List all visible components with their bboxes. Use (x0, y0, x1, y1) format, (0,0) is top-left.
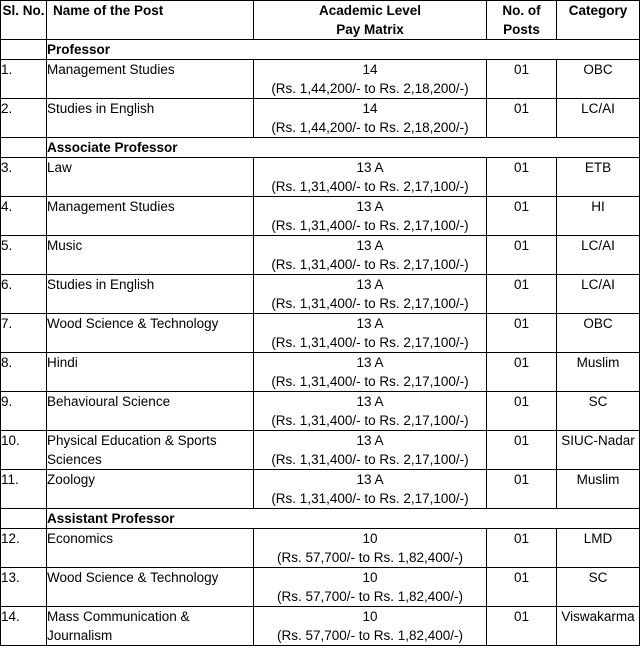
no-of-posts-cell: 01 (487, 314, 557, 353)
no-of-posts-cell: 01 (487, 158, 557, 197)
post-name-cell: Management Studies (47, 197, 254, 236)
sl-no-cell: 4. (1, 197, 47, 236)
category-cell: Muslim (557, 353, 640, 392)
academic-level: 13 A (356, 160, 384, 175)
category-cell: LC/AI (557, 99, 640, 138)
table-row (1, 353, 640, 392)
no-of-posts-cell: 01 (487, 529, 557, 568)
no-of-posts-cell: 01 (487, 607, 557, 646)
post-name-cell: Management Studies (47, 60, 254, 99)
no-of-posts-cell: 01 (487, 568, 557, 607)
no-of-posts-cell: 01 (487, 60, 557, 99)
pay-matrix-cell (254, 392, 487, 431)
post-name-cell: Physical Education & Sports Sciences (47, 431, 254, 470)
table-row (1, 275, 640, 314)
category-cell: LC/AI (557, 236, 640, 275)
table-row (1, 99, 640, 138)
section-row (1, 138, 640, 158)
pay-range: (Rs. 1,31,400/- to Rs. 2,17,100/-) (271, 179, 469, 194)
table-row (1, 470, 640, 509)
table-row (1, 431, 640, 470)
category-cell: SIUC-Nadar (557, 431, 640, 470)
pay-matrix-cell (254, 275, 487, 314)
sl-no-cell: 13. (1, 568, 47, 607)
table-row (1, 392, 640, 431)
section-blank-cell (1, 509, 47, 529)
sl-no-cell: 7. (1, 314, 47, 353)
pay-range: (Rs. 1,31,400/- to Rs. 2,17,100/-) (271, 335, 469, 350)
academic-level: 13 A (356, 472, 384, 487)
header-pay-line2: Pay Matrix (336, 22, 404, 37)
category-cell: OBC (557, 314, 640, 353)
category-cell: Viswakarma (557, 607, 640, 646)
sl-no-cell: 6. (1, 275, 47, 314)
pay-range: (Rs. 1,31,400/- to Rs. 2,17,100/-) (271, 296, 469, 311)
pay-range: (Rs. 57,700/- to Rs. 1,82,400/-) (276, 628, 464, 643)
table-row (1, 60, 640, 99)
header-pay-line1: Academic Level (318, 3, 422, 18)
table-row (1, 158, 640, 197)
sl-no-cell: 3. (1, 158, 47, 197)
pay-matrix-cell (254, 470, 487, 509)
academic-level: 13 A (356, 433, 384, 448)
table-row (1, 529, 640, 568)
header-row (1, 1, 640, 40)
category-cell: HI (557, 197, 640, 236)
pay-range: (Rs. 1,31,400/- to Rs. 2,17,100/-) (271, 452, 469, 467)
post-name-cell: Music (47, 236, 254, 275)
pay-matrix-cell (254, 60, 487, 99)
sl-no-cell: 12. (1, 529, 47, 568)
pay-range: (Rs. 1,31,400/- to Rs. 2,17,100/-) (271, 374, 469, 389)
table-row (1, 197, 640, 236)
pay-range: (Rs. 1,31,400/- to Rs. 2,17,100/-) (271, 257, 469, 272)
sl-no-cell: 8. (1, 353, 47, 392)
post-name-cell: Mass Communication & Journalism (47, 607, 254, 646)
post-name-cell: Wood Science & Technology (47, 568, 254, 607)
post-name-cell: Studies in English (47, 99, 254, 138)
pay-matrix-cell (254, 431, 487, 470)
sl-no-cell: 1. (1, 60, 47, 99)
header-sl-no: Sl. No. (1, 1, 47, 40)
post-name-cell: Law (47, 158, 254, 197)
pay-matrix-cell (254, 197, 487, 236)
no-of-posts-cell: 01 (487, 99, 557, 138)
section-title: Professor (47, 40, 640, 60)
no-of-posts-cell: 01 (487, 470, 557, 509)
academic-level: 13 A (356, 394, 384, 409)
post-name-cell: Hindi (47, 353, 254, 392)
post-name-cell: Wood Science & Technology (47, 314, 254, 353)
section-title: Associate Professor (47, 138, 640, 158)
post-name-cell: Behavioural Science (47, 392, 254, 431)
sl-no-cell: 14. (1, 607, 47, 646)
category-cell: Muslim (557, 470, 640, 509)
table-row (1, 568, 640, 607)
pay-matrix-cell (254, 568, 487, 607)
section-row (1, 509, 640, 529)
section-blank-cell (1, 138, 47, 158)
header-pay-matrix (254, 1, 487, 40)
post-name-cell: Zoology (47, 470, 254, 509)
category-cell: SC (557, 568, 640, 607)
sl-no-cell: 10. (1, 431, 47, 470)
academic-level: 13 A (356, 199, 384, 214)
no-of-posts-cell: 01 (487, 275, 557, 314)
table-row (1, 236, 640, 275)
pay-matrix-cell (254, 529, 487, 568)
academic-level: 10 (362, 609, 378, 624)
academic-level: 10 (362, 570, 378, 585)
category-cell: LMD (557, 529, 640, 568)
header-no-of-posts: No. of Posts (487, 1, 557, 40)
pay-matrix-cell (254, 607, 487, 646)
academic-level: 13 A (356, 238, 384, 253)
no-of-posts-cell: 01 (487, 236, 557, 275)
category-cell: LC/AI (557, 275, 640, 314)
pay-matrix-cell (254, 236, 487, 275)
section-row (1, 40, 640, 60)
pay-matrix-cell (254, 99, 487, 138)
pay-range: (Rs. 1,31,400/- to Rs. 2,17,100/-) (271, 218, 469, 233)
no-of-posts-cell: 01 (487, 353, 557, 392)
pay-range: (Rs. 1,44,200/- to Rs. 2,18,200/-) (271, 120, 469, 135)
sl-no-cell: 9. (1, 392, 47, 431)
pay-matrix-cell (254, 314, 487, 353)
academic-level: 13 A (356, 277, 384, 292)
pay-range: (Rs. 57,700/- to Rs. 1,82,400/-) (276, 589, 464, 604)
category-cell: ETB (557, 158, 640, 197)
post-name-cell: Studies in English (47, 275, 254, 314)
sl-no-cell: 2. (1, 99, 47, 138)
header-category: Category (557, 1, 640, 40)
academic-level: 13 A (356, 355, 384, 370)
sl-no-cell: 11. (1, 470, 47, 509)
pay-range: (Rs. 1,31,400/- to Rs. 2,17,100/-) (271, 491, 469, 506)
header-post-name: Name of the Post (47, 1, 254, 40)
academic-level: 13 A (356, 316, 384, 331)
no-of-posts-cell: 01 (487, 197, 557, 236)
no-of-posts-cell: 01 (487, 431, 557, 470)
section-title: Assistant Professor (47, 509, 640, 529)
section-blank-cell (1, 40, 47, 60)
pay-range: (Rs. 1,31,400/- to Rs. 2,17,100/-) (271, 413, 469, 428)
table-row (1, 314, 640, 353)
table-body (1, 40, 640, 646)
academic-level: 14 (362, 62, 378, 77)
pay-matrix-cell (254, 158, 487, 197)
no-of-posts-cell: 01 (487, 392, 557, 431)
academic-level: 10 (362, 531, 378, 546)
pay-range: (Rs. 1,44,200/- to Rs. 2,18,200/-) (271, 81, 469, 96)
post-name-cell: Economics (47, 529, 254, 568)
academic-level: 14 (362, 101, 378, 116)
category-cell: SC (557, 392, 640, 431)
category-cell: OBC (557, 60, 640, 99)
table-row (1, 607, 640, 646)
pay-matrix-cell (254, 353, 487, 392)
sl-no-cell: 5. (1, 236, 47, 275)
pay-range: (Rs. 57,700/- to Rs. 1,82,400/-) (276, 550, 464, 565)
